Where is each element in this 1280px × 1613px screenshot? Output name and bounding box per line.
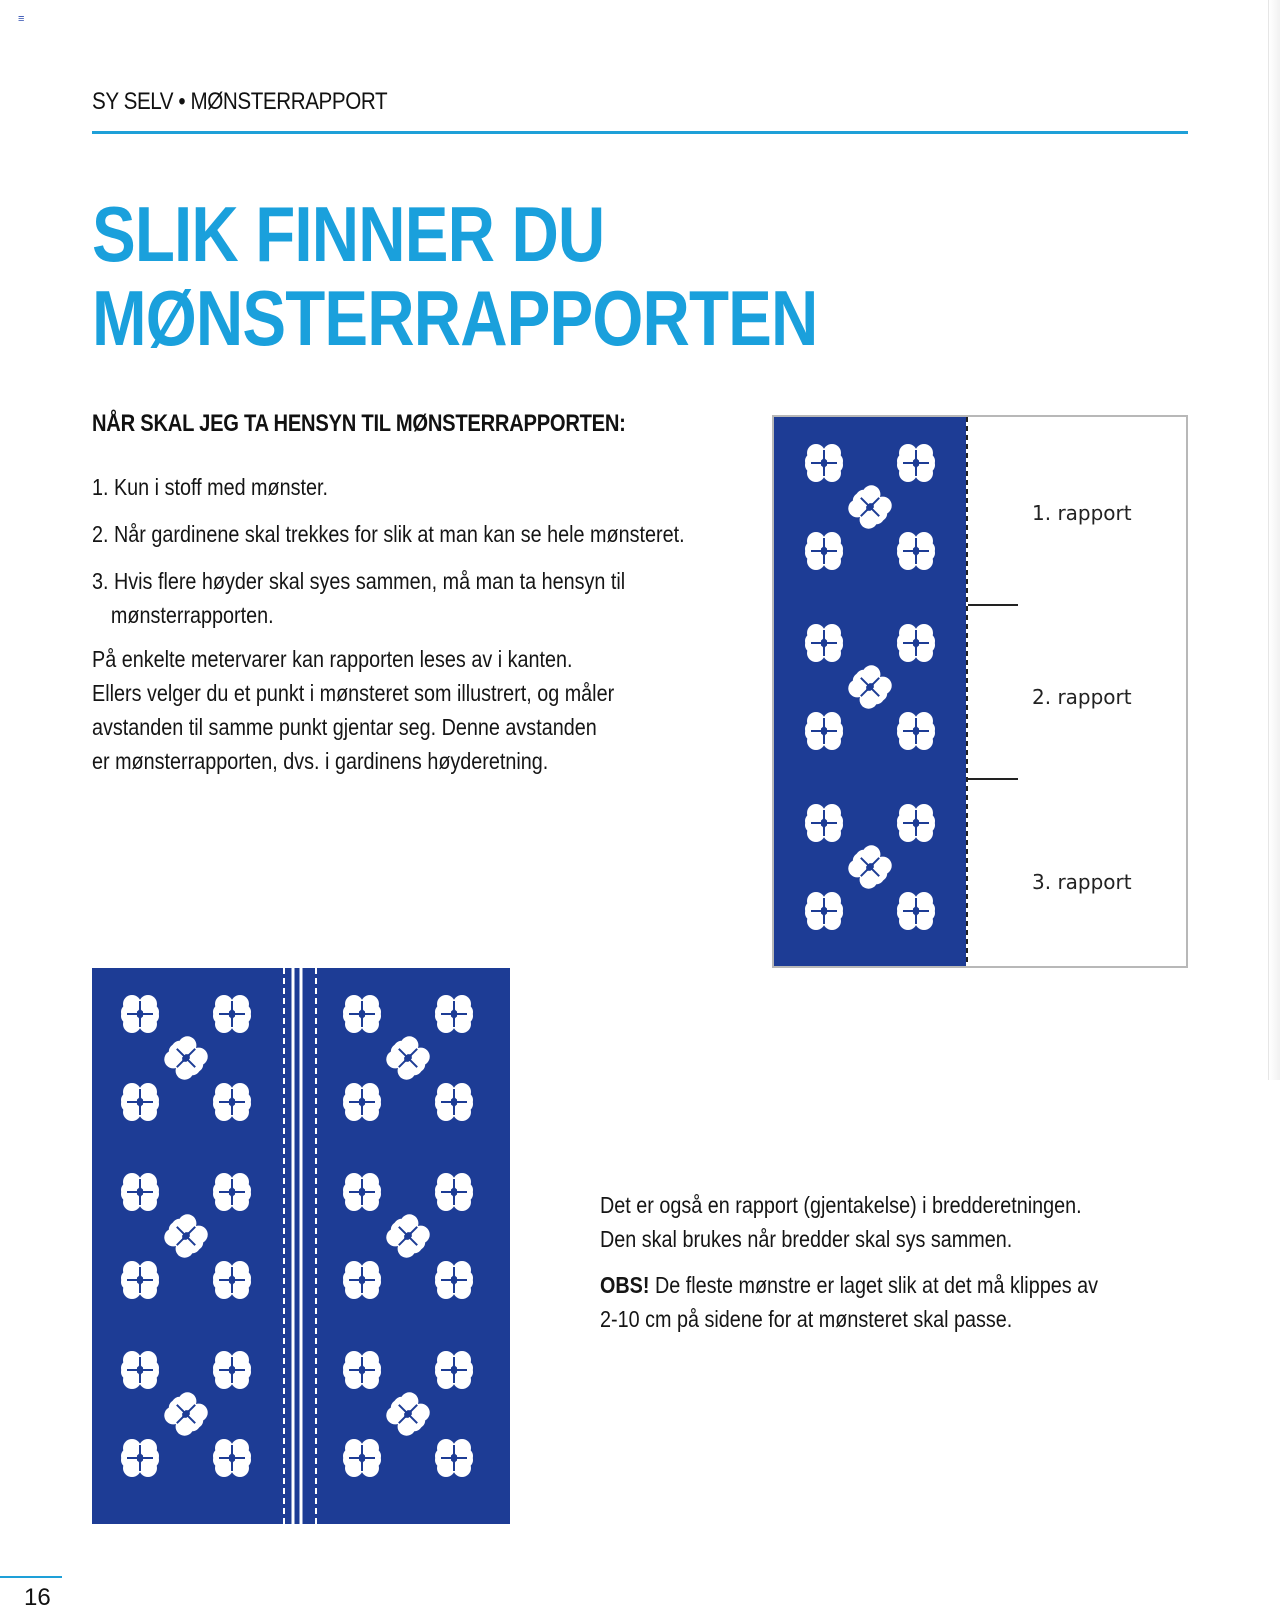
width-repeat-figure <box>92 968 510 1524</box>
page-number: 16 <box>24 1584 51 1611</box>
paragraph-line: er mønsterrapporten, dvs. i gardinens høyderetning. <box>92 748 549 774</box>
width-repeat-note <box>600 1188 1098 1336</box>
header-divider <box>92 131 1188 134</box>
footer-divider <box>0 1576 62 1578</box>
list-item-text: 3. Hvis flere høyder skal syes sammen, må man ta hensyn til <box>92 568 626 594</box>
paragraph-line: Ellers velger du et punkt i mønsteret som illustrert, og måler <box>92 680 615 706</box>
obs-text-line-2: 2-10 cm på sidene for at mønsteret skal passe. <box>600 1306 1013 1332</box>
instruction-paragraph <box>92 642 614 778</box>
list-item <box>92 564 685 632</box>
page-title <box>92 192 818 360</box>
section-subheading: NÅR SKAL JEG TA HENSYN TIL MØNSTERRAPPORTEN: <box>92 410 626 437</box>
note-line: Det er også en rapport (gjentakelse) i bredderetningen. <box>600 1192 1082 1218</box>
rapport-label-2: 2. rapport <box>1032 685 1132 709</box>
page-title-line-2: MØNSTERRAPPORTEN <box>92 274 818 362</box>
paragraph-line: avstanden til samme punkt gjentar seg. Denne avstanden <box>92 714 597 740</box>
obs-note <box>600 1268 1098 1302</box>
obs-label: OBS! <box>600 1272 650 1298</box>
paragraph-line: På enkelte metervarer kan rapporten leses av i kanten. <box>92 646 573 672</box>
rapport-label-1: 1. rapport <box>1032 501 1132 525</box>
menu-icon[interactable]: ≡ <box>18 13 25 25</box>
list-item: 1. Kun i stoff med mønster. <box>92 474 329 500</box>
page-title-line-1: SLIK FINNER DU <box>92 190 605 278</box>
height-repeat-figure <box>772 415 1188 968</box>
page-edge-shadow <box>1268 0 1280 1080</box>
list-item-continuation: mønsterrapporten. <box>110 602 274 628</box>
list-item: 2. Når gardinene skal trekkes for slik at man kan se hele mønsteret. <box>92 521 685 547</box>
obs-text: De fleste mønstre er laget slik at det må klippes av <box>649 1272 1098 1298</box>
width-repeat-illustration <box>92 968 510 1524</box>
rapport-label-3: 3. rapport <box>1032 870 1132 894</box>
breadcrumb: SY SELV • MØNSTERRAPPORT <box>92 88 388 115</box>
when-list <box>92 470 685 645</box>
note-line: Den skal brukes når bredder skal sys sammen. <box>600 1226 1013 1252</box>
